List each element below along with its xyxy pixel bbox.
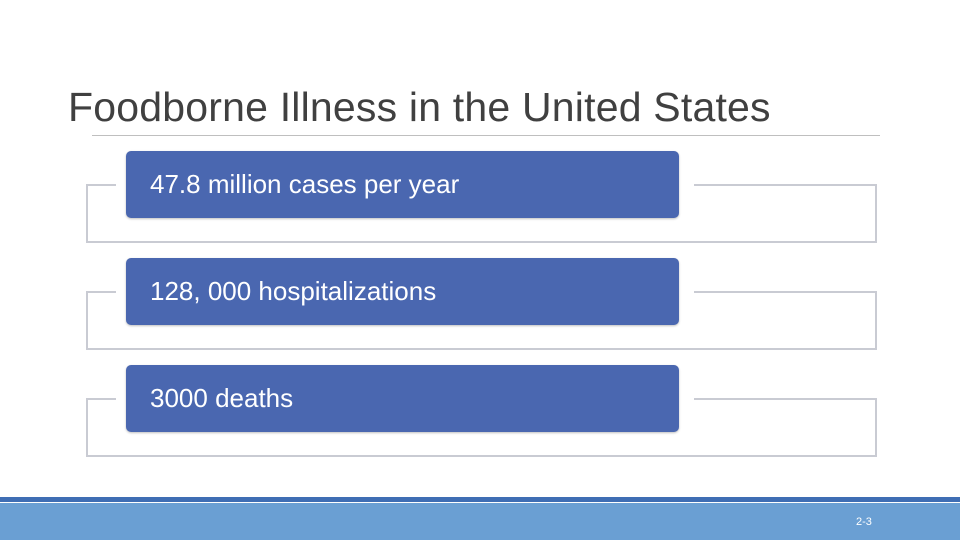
item-text: 128, 000 hospitalizations bbox=[150, 276, 437, 306]
list-item bbox=[0, 151, 960, 261]
page-number: 2-3 bbox=[856, 516, 872, 528]
footer-bar bbox=[0, 503, 960, 540]
item-bar bbox=[126, 365, 679, 432]
item-text: 47.8 million cases per year bbox=[150, 169, 460, 199]
item-bar bbox=[126, 258, 679, 325]
title-divider bbox=[92, 135, 880, 136]
slide-title: Foodborne Illness in the United States bbox=[68, 84, 771, 130]
list-item bbox=[0, 258, 960, 368]
list-item bbox=[0, 365, 960, 475]
footer-accent-line bbox=[0, 497, 960, 502]
item-bar bbox=[126, 151, 679, 218]
item-text: 3000 deaths bbox=[150, 383, 294, 413]
